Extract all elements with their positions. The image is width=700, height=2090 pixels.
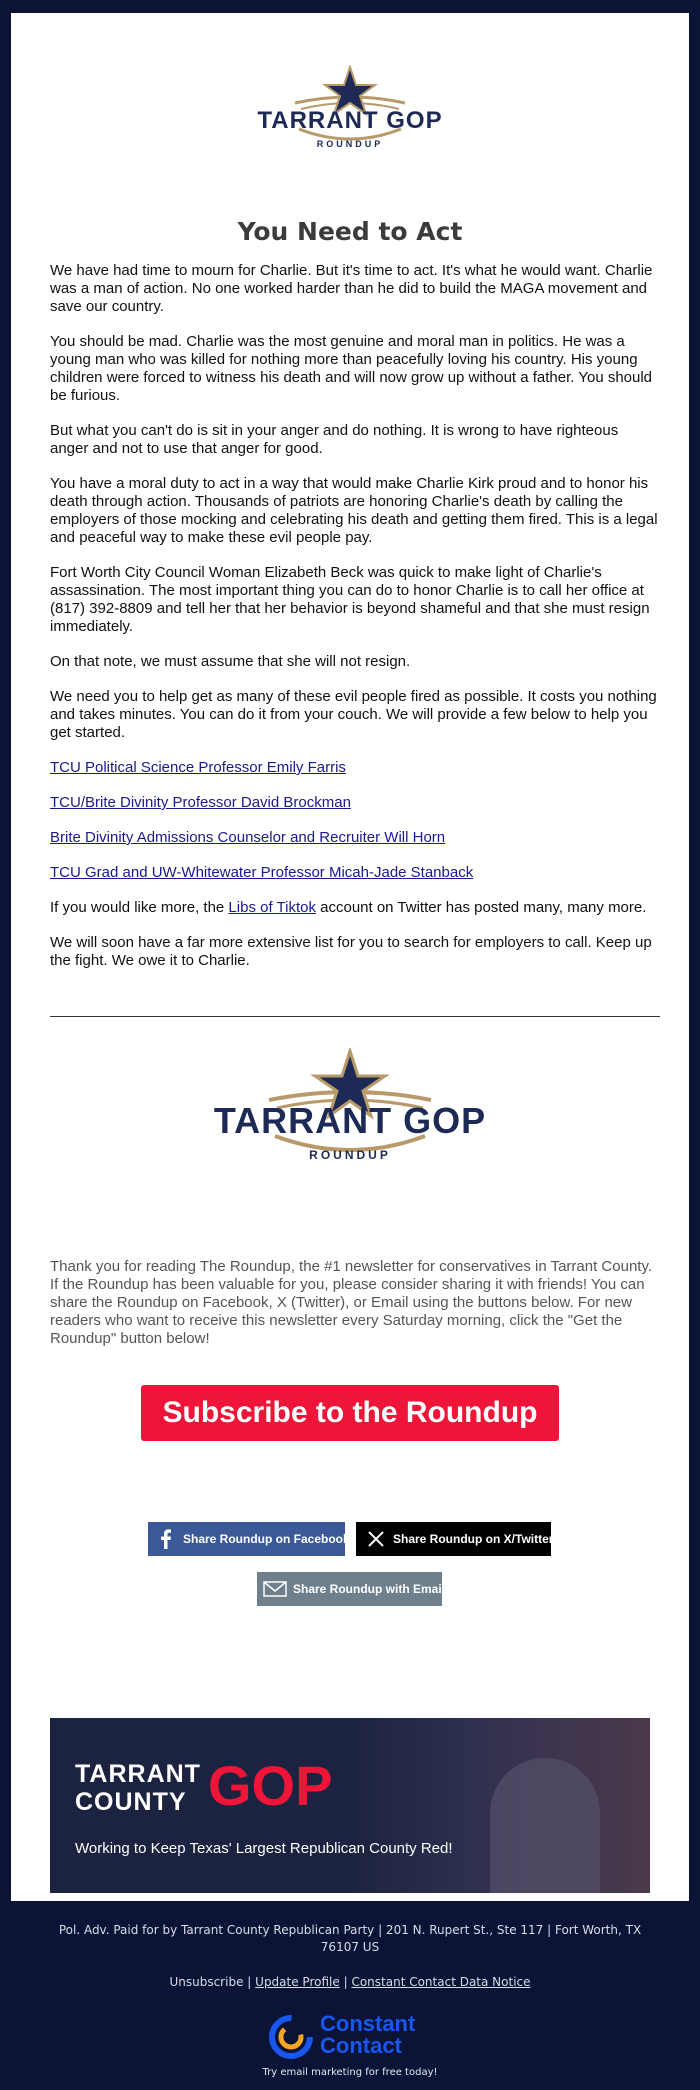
paragraph: You should be mad. Charlie was the most genuine and moral man in politics. He was a young man who was killed for nothing more than peacefully loving his country. His young children were forced to witness his death and will now grow up without a father. You should be furious. — [50, 333, 653, 404]
text: account on Twitter has posted many, many more. — [315, 899, 647, 916]
banner-line2: COUNTY — [75, 1788, 187, 1816]
cc-tagline[interactable]: Try email marketing for free today! — [262, 2067, 438, 2078]
share-email-label: Share Roundup with Email — [293, 1582, 446, 1596]
article-body — [50, 262, 660, 987]
banner-tagline: Working to Keep Texas' Largest Republican County Red! — [75, 1840, 453, 1857]
tarrant-gop-logo-bottom — [11, 1048, 689, 1162]
share-facebook-label: Share Roundup on Facebook — [183, 1532, 350, 1546]
link-micah-jade-stanback[interactable]: TCU Grad and UW-Whitewater Professor Micah-Jade Stanback — [50, 864, 474, 881]
share-x-label: Share Roundup on X/Twitter — [393, 1532, 554, 1546]
link-paragraph — [50, 864, 660, 882]
paragraph: Fort Worth City Council Woman Elizabeth Beck was quick to make light of Charlie's assassination. The most important thing you can do to honor Charlie is to call her office at (817) 392-8809 and tell her that her behavior is beyond shameful and that she must resign immediately. — [50, 564, 650, 635]
banner-gop: GOP — [208, 1754, 333, 1817]
logo-subtitle: ROUNDUP — [316, 139, 384, 149]
headline: You Need to Act — [237, 217, 463, 246]
logo-name: TARRANT GOP — [257, 107, 443, 134]
facebook-icon — [156, 1529, 176, 1549]
paragraph: On that note, we must assume that she will not resign. — [50, 653, 411, 670]
data-notice-link[interactable]: Constant Contact Data Notice — [351, 1975, 531, 1989]
share-email-button[interactable] — [257, 1572, 446, 1606]
banner-line1: TARRANT — [75, 1760, 201, 1788]
share-facebook-button[interactable] — [148, 1522, 350, 1556]
paragraph — [50, 899, 660, 917]
logo-name: TARRANT GOP — [213, 1100, 487, 1141]
footer-links — [0, 1975, 700, 1989]
subscribe-button[interactable]: Subscribe to the Roundup — [141, 1385, 559, 1441]
separator: | — [247, 1975, 252, 1989]
tarrant-gop-logo-top — [11, 65, 689, 149]
paragraph: We have had time to mourn for Charlie. But it's time to act. It's what he would want. Charlie was a man of action. No one worked harder than he did to build the MAGA movement and save our country. — [50, 262, 653, 315]
paragraph: But what you can't do is sit in your anger and do nothing. It is wrong to have righteous anger and not to use that anger for good. — [50, 422, 619, 457]
link-david-brockman[interactable]: TCU/Brite Divinity Professor David Brockman — [50, 794, 351, 811]
separator: | — [343, 1975, 348, 1989]
share-x-button[interactable] — [356, 1522, 554, 1556]
email-card — [11, 13, 689, 1901]
link-libs-of-tiktok[interactable]: Libs of Tiktok — [228, 899, 316, 916]
text: If you would like more, the — [50, 899, 229, 916]
x-logo-icon — [366, 1529, 386, 1549]
cc-brand-line2: Contact — [320, 2033, 402, 2058]
thanks-text: Thank you for reading The Roundup, the #1 newsletter for conservatives in Tarrant County. If the Roundup has been valuable for you, please consider sharing it with friends! You can share the Roundup on Facebook, X (Twitter), or Email using the buttons below. For new readers who want to receive this newsletter every Saturday morning, click the "Get the Roundup" button below! — [50, 1258, 653, 1347]
envelope-icon — [263, 1579, 287, 1599]
logo-subtitle: ROUNDUP — [309, 1148, 391, 1162]
link-will-horn[interactable]: Brite Divinity Admissions Counselor and Recruiter Will Horn — [50, 829, 446, 846]
paragraph: We need you to help get as many of these evil people fired as possible. It costs you nothing and takes minutes. You can do it from your couch. We will provide a few below to help you get started. — [50, 688, 657, 741]
tarrant-county-gop-banner[interactable] — [50, 1718, 650, 1893]
link-emily-farris[interactable]: TCU Political Science Professor Emily Farris — [50, 759, 346, 776]
paragraph: You have a moral duty to act in a way that would make Charlie Kirk proud and to honor his death through action. Thousands of patriots are honoring Charlie's death by calling the employers of those mocking and celebrating his death and getting them fired. This is a legal and peaceful way to make these evil people pay. — [50, 475, 658, 546]
update-profile-link[interactable]: Update Profile — [255, 1975, 340, 1989]
footer-disclaimer: Pol. Adv. Paid for by Tarrant County Republican Party | 201 N. Rupert St., Ste 117 | Fort Worth, TX 76107 US — [58, 1923, 642, 1954]
banner-figure — [490, 1758, 600, 1893]
constant-contact-icon — [268, 2014, 314, 2060]
link-paragraph — [50, 794, 660, 812]
link-paragraph — [50, 829, 660, 847]
link-paragraph — [50, 759, 660, 777]
unsubscribe-link[interactable]: Unsubscribe — [169, 1975, 244, 1989]
paragraph: We will soon have a far more extensive list for you to search for employers to call. Keep up the fight. We owe it to Charlie. — [50, 934, 652, 969]
cc-brand-line1: Constant — [320, 2011, 416, 2036]
constant-contact-logo[interactable] — [268, 2012, 438, 2062]
divider — [50, 1016, 660, 1017]
